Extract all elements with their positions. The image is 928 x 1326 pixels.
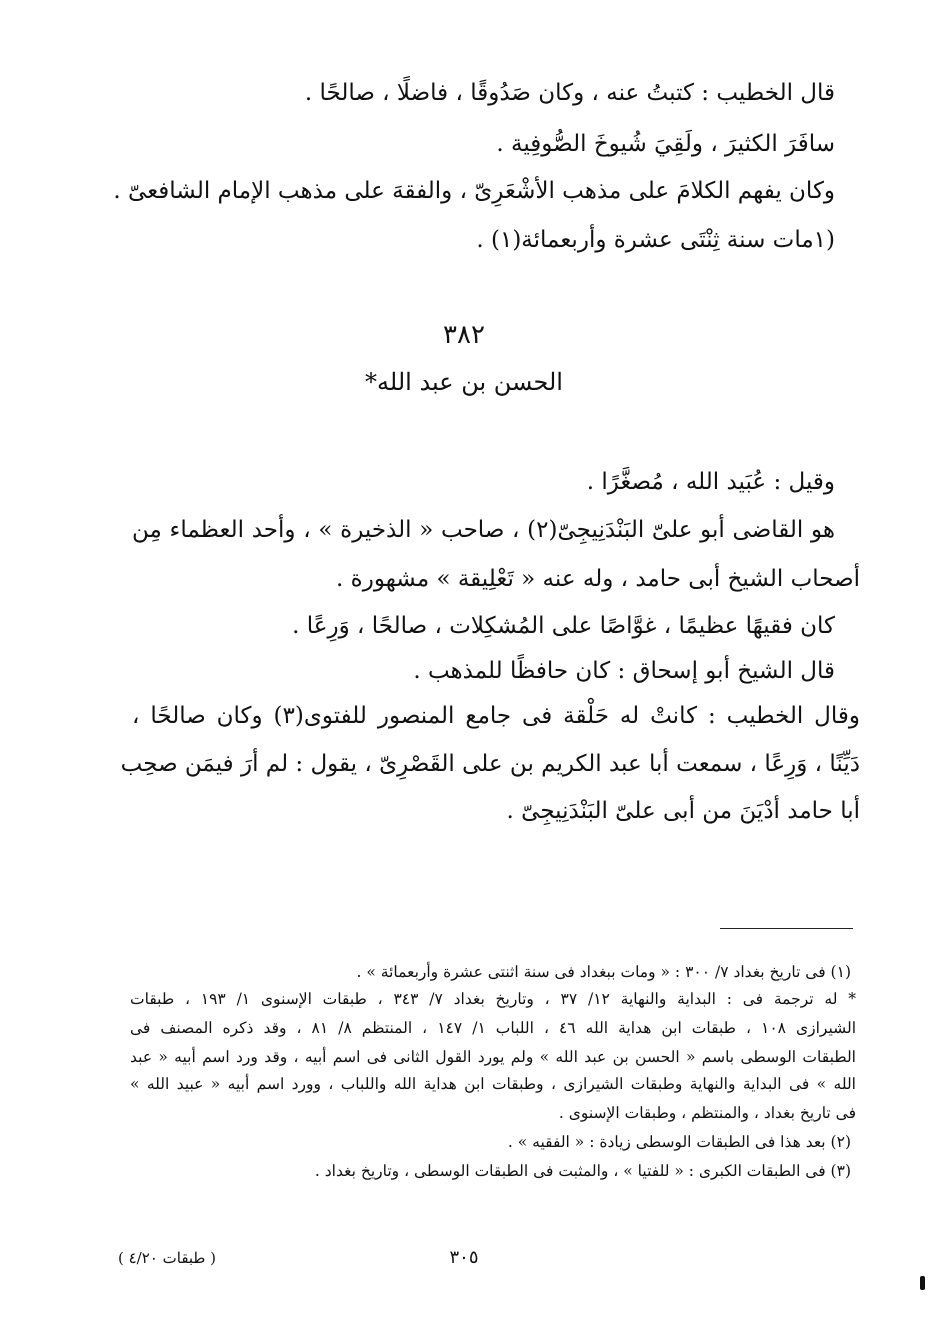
footnote-separator [720,928,853,929]
footnote-3: (٣) فى الطبقات الكبرى : « للفتيا » ، والمثبت فى الطبقات الوسطى ، وتاريخ بغداد . [314,1162,851,1180]
entry-line-2: هو القاضى أبو علىّ البَنْدَنِيجِىّ(٢) ، صاحب « الذخيرة » ، وأحد العظماء مِن [132,517,835,543]
footnote-star-line-2: الشيرازى ١٠٨ ، طبقات ابن هداية الله ٤٦ ، اللباب ١/ ١٤٧ ، المنتظم ٨/ ٨١ ، وقد ذكره المصنف فى [130,1019,857,1037]
entry-line-7: دَيِّنًا ، وَرِعًا ، سمعت أبا عبد الكريم بن على القَصْرِىّ ، يقول : لم أرَ فيمَن صحِب [120,751,860,777]
prev-entry-line-3: وكان يفهم الكلامَ على مذهب الأشْعَرِىّ ، والفقهَ على مذهب الإمام الشافعىّ . [113,178,835,204]
footnote-star-line-4: الله » فى البداية والنهاية وطبقات الشيرازى ، وطبقات ابن هداية الله واللباب ، وورد اسم أبيه « عبيد الله » [130,1075,856,1093]
footnote-star-line-3: الطبقات الوسطى باسم « الحسن بن عبد الله » ولم يورد القول الثانى فى اسم أبيه ، وقد ورد اسم أبيه « عبد [130,1048,856,1066]
entry-line-1: وقيل : عُبَيد الله ، مُصغَّرًا . [586,469,835,495]
entry-line-3: أصحاب الشيخ أبى حامد ، وله عنه « تَعْلِيقة » مشهورة . [336,566,860,592]
entry-number: ٣٨٢ [443,320,485,350]
prev-entry-line-4: (١مات سنة ثِنْتَى عشرة وأربعمائة(١) . [476,227,835,253]
entry-line-8: أبا حامد أدْيَنَ من أبى علىّ البَنْدَنِيجِىّ . [506,798,860,824]
prev-entry-line-1: قال الخطيب : كتبتُ عنه ، وكان صَدُوقًا ، فاضلًا ، صالحًا . [304,80,835,106]
page-number: ٣٠٥ [449,1247,479,1268]
footnote-star-line-1: * له ترجمة فى : البداية والنهاية ١٢/ ٣٧ ، وتاريخ بغداد ٧/ ٣٤٣ ، طبقات الإسنوى ١/ ١٩٣ ، طبقات [130,990,856,1008]
volume-signature: ( طبقات ٤/٢٠ ) [118,1249,216,1267]
prev-entry-line-2: سافَرَ الكثيرَ ، ولَقِيَ شُيوخَ الصُّوفِية . [496,131,835,157]
footnote-2: (٢) بعد هذا فى الطبقات الوسطى زيادة : « الفقيه » . [507,1133,851,1151]
footnote-star-line-5: فى تاريخ بغداد ، والمنتظم ، وطبقات الإسنوى . [558,1104,856,1122]
footnote-1: (١) فى تاريخ بغداد ٧/ ٣٠٠ : « ومات ببغداد فى سنة اثنتى عشرة وأربعمائة » . [356,963,851,981]
entry-name: الحسن بن عبد الله* [365,368,563,396]
entry-line-6: وقال الخطيب : كانتْ له حَلْقة فى جامع المنصور للفتوى(٣) وكان صالحًا ، [132,703,860,729]
entry-line-4: كان فقيهًا عظيمًا ، غوَّاصًا على المُشكِلات ، صالحًا ، وَرِعًا . [292,613,835,639]
scan-edge-mark [920,1276,925,1290]
entry-line-5: قال الشيخ أبو إسحاق : كان حافظًا للمذهب . [413,658,835,684]
